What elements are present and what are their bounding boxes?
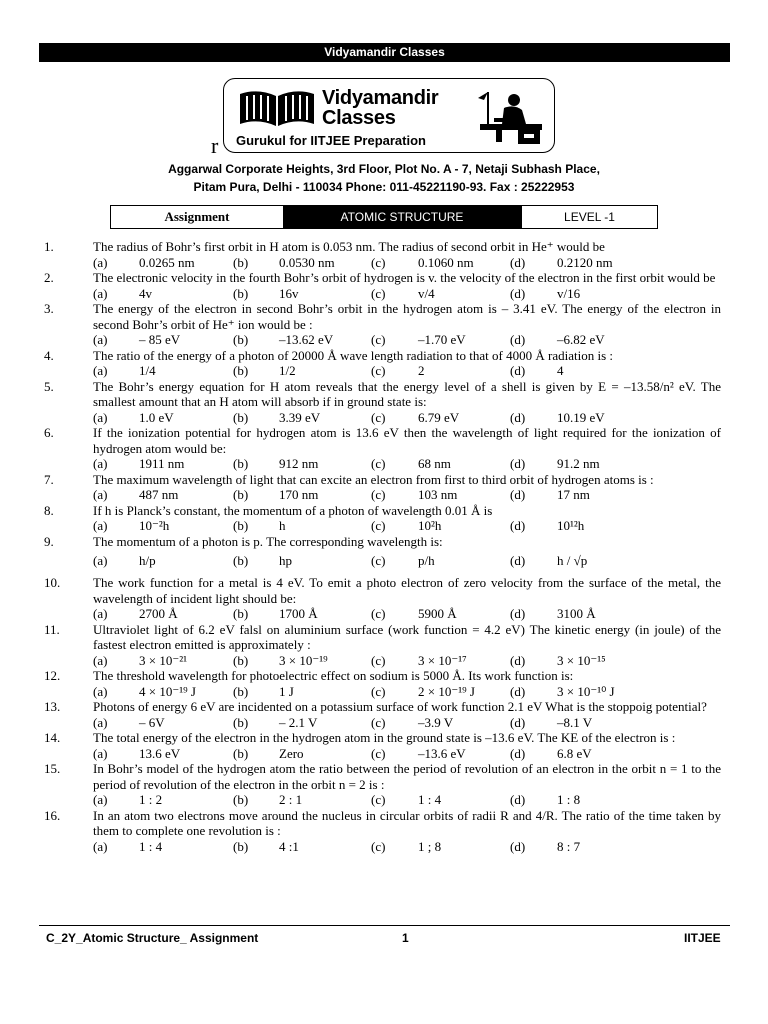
option-label: (c) <box>371 683 386 699</box>
option-label: (d) <box>510 606 526 621</box>
option-label: (a) <box>93 254 108 270</box>
option-value: 4v <box>139 285 152 301</box>
option-value: 68 nm <box>418 456 451 471</box>
option-label: (d) <box>510 745 526 761</box>
option-value: 4 <box>557 363 564 378</box>
question-number: 13. <box>44 699 61 714</box>
question-item <box>0 761 768 808</box>
option-value: –1.70 eV <box>418 332 466 347</box>
question-number: 8. <box>44 502 54 518</box>
option-label: (c) <box>371 363 386 378</box>
question-item <box>0 622 768 669</box>
footer-divider <box>39 925 730 926</box>
option-row <box>0 746 768 762</box>
option-label: (a) <box>93 745 108 761</box>
option-label: (c) <box>371 487 386 502</box>
option-value: 6.8 eV <box>557 745 592 761</box>
option-value: 2 <box>418 363 425 378</box>
option-label: (c) <box>371 285 386 301</box>
option-label: (b) <box>233 714 249 730</box>
question-number: 5. <box>44 378 54 394</box>
option-row <box>0 792 768 808</box>
footer-doc-code: C_2Y_Atomic Structure_ Assignment <box>46 931 259 945</box>
option-value: v/4 <box>418 285 435 301</box>
option-value: 4 :1 <box>279 838 299 854</box>
question-text: In Bohr’s model of the hydrogen atom the ratio between the period of revolution of an electron in the orbit n = 1 to the period of revolution of the electron in the orbit n = 2 is : <box>93 761 721 792</box>
option-row <box>0 839 768 855</box>
question-number: 16. <box>44 807 61 823</box>
option-label: (b) <box>233 792 249 807</box>
option-value: 10²h <box>418 518 442 533</box>
question-item <box>0 503 768 534</box>
option-label: (b) <box>233 363 249 378</box>
option-row <box>0 487 768 503</box>
option-value: 1700 Å <box>279 606 318 621</box>
option-label: (a) <box>93 714 108 730</box>
question-item <box>0 668 768 699</box>
question-item <box>0 575 768 622</box>
address-line-1: Aggarwal Corporate Heights, 3rd Floor, Plot No. A - 7, Netaji Subhash Place, <box>168 162 600 176</box>
question-text: The momentum of a photon is p. The corresponding wavelength is: <box>93 533 443 549</box>
option-label: (a) <box>93 652 108 668</box>
option-value: –13.6 eV <box>418 745 466 761</box>
question-text: The maximum wavelength of light that can excite an electron from first to third orbit of hydrogen atoms is : <box>93 471 654 487</box>
option-label: (c) <box>371 714 386 730</box>
option-row <box>0 332 768 348</box>
option-label: (d) <box>510 363 526 378</box>
option-value: 8 : 7 <box>557 838 581 854</box>
assignment-label: Assignment <box>164 209 230 224</box>
option-value: 1/2 <box>279 363 296 378</box>
option-label: (d) <box>510 254 526 270</box>
option-value: hp <box>279 553 292 568</box>
option-value: 1 : 8 <box>557 792 581 807</box>
question-number: 7. <box>44 471 54 487</box>
option-label: (c) <box>371 838 386 854</box>
logo-side-letter: r <box>211 133 219 158</box>
option-value: 6.79 eV <box>418 409 460 425</box>
option-value: h / √p <box>557 553 588 568</box>
question-item <box>0 730 768 761</box>
option-label: (b) <box>233 456 249 471</box>
option-label: (d) <box>510 714 526 730</box>
option-value: 3100 Å <box>557 606 596 621</box>
question-number: 12. <box>44 668 61 683</box>
option-value: 1 ; 8 <box>418 838 442 854</box>
option-value: Zero <box>279 745 304 761</box>
option-value: 1 : 4 <box>418 792 442 807</box>
question-text: The Bohr’s energy equation for H atom reveals that the energy level of a shell is given by E = –13.58/n² eV. The smallest amount that an H atom will absorb if in ground state is: <box>93 378 721 409</box>
option-value: –13.62 eV <box>279 332 334 347</box>
option-label: (c) <box>371 254 386 270</box>
question-number: 1. <box>44 239 54 254</box>
option-label: (a) <box>93 409 108 425</box>
option-label: (b) <box>233 838 249 854</box>
student-at-desk-icon <box>474 84 546 146</box>
option-value: 4 × 10⁻¹⁹ J <box>139 683 196 699</box>
option-label: (d) <box>510 792 526 807</box>
question-number: 14. <box>44 730 61 745</box>
option-label: (d) <box>510 456 526 471</box>
option-row <box>0 410 768 426</box>
option-row <box>0 518 768 534</box>
option-value: p/h <box>418 553 435 568</box>
institute-bar: Vidyamandir Classes <box>39 43 730 62</box>
question-number: 15. <box>44 761 61 776</box>
question-number: 3. <box>44 301 54 316</box>
option-value: 0.2120 nm <box>557 254 613 270</box>
question-item <box>0 699 768 730</box>
option-row <box>0 653 768 669</box>
option-value: –3.9 V <box>418 714 454 730</box>
option-label: (c) <box>371 456 386 471</box>
option-value: 103 nm <box>418 487 458 502</box>
question-text: In an atom two electrons move around the nucleus in circular orbits of radii R and 4/R. The ratio of the time taken by them to complete one revolution is : <box>93 807 721 838</box>
question-text: The work function for a metal is 4 eV. To emit a photo electron of zero velocity from the surface of the metal, the wavelength of incident light should be: <box>93 575 721 606</box>
level-label: LEVEL -1 <box>521 206 657 228</box>
option-value: 3 × 10⁻¹⁷ <box>418 652 467 668</box>
option-value: 3 × 10⁻¹⁵ <box>557 652 606 668</box>
footer-exam-tag: IITJEE <box>684 931 721 945</box>
question-text: The ratio of the energy of a photon of 20000 Å wave length radiation to that of 4000 Å radiation is : <box>93 347 613 363</box>
option-label: (a) <box>93 456 108 471</box>
option-value: 1/4 <box>139 363 156 378</box>
address-line-2: Pitam Pura, Delhi - 110034 Phone: 011-45221190-93. Fax : 25222953 <box>193 180 575 194</box>
option-value: v/16 <box>557 285 581 301</box>
option-value: 1 : 2 <box>139 792 163 807</box>
option-value: 17 nm <box>557 487 590 502</box>
question-number: 10. <box>44 575 61 590</box>
option-label: (b) <box>233 254 249 270</box>
option-value: 1911 nm <box>139 456 185 471</box>
option-value: 1 : 4 <box>139 838 163 854</box>
option-label: (b) <box>233 606 249 621</box>
option-value: h/p <box>139 553 156 568</box>
question-text: The energy of the electron in second Bohr’s orbit in the hydrogen atom is – 3.41 eV. The energy of the electron in second Bohr’s orbit of He⁺ ion would be : <box>93 301 721 332</box>
option-label: (b) <box>233 409 249 425</box>
option-label: (a) <box>93 683 108 699</box>
logo-tagline: Gurukul for IITJEE Preparation <box>236 133 426 148</box>
option-value: 13.6 eV <box>139 745 181 761</box>
option-label: (c) <box>371 606 386 621</box>
option-value: 0.0265 nm <box>139 254 195 270</box>
question-item <box>0 425 768 472</box>
option-value: 3 × 10⁻¹⁹ <box>279 652 328 668</box>
option-label: (d) <box>510 332 526 347</box>
option-value: 3.39 eV <box>279 409 321 425</box>
option-value: 3 × 10⁻¹⁰ J <box>557 683 615 699</box>
option-label: (b) <box>233 332 249 347</box>
question-number: 11. <box>44 621 60 637</box>
option-label: (c) <box>371 745 386 761</box>
question-number: 9. <box>44 533 54 549</box>
option-value: – 85 eV <box>139 332 181 347</box>
option-value: 1 J <box>279 683 294 699</box>
question-number: 2. <box>44 270 54 285</box>
option-value: 10¹²h <box>557 518 585 533</box>
option-label: (b) <box>233 518 249 533</box>
option-label: (c) <box>371 792 386 807</box>
option-row <box>0 255 768 271</box>
footer-page-number: 1 <box>402 931 409 945</box>
title-row <box>110 205 658 229</box>
option-value: 2700 Å <box>139 606 178 621</box>
option-label: (d) <box>510 553 526 568</box>
option-label: (a) <box>93 553 108 568</box>
option-value: 2 × 10⁻¹⁹ J <box>418 683 475 699</box>
option-label: (a) <box>93 363 108 378</box>
option-value: –6.82 eV <box>557 332 605 347</box>
option-value: 5900 Å <box>418 606 457 621</box>
option-row <box>0 606 768 622</box>
option-value: 91.2 nm <box>557 456 600 471</box>
option-value: h <box>279 518 286 533</box>
question-item <box>0 379 768 426</box>
question-item <box>0 534 768 576</box>
option-label: (d) <box>510 652 526 668</box>
option-label: (b) <box>233 745 249 761</box>
option-row <box>0 684 768 700</box>
option-label: (b) <box>233 553 249 568</box>
option-value: 912 nm <box>279 456 319 471</box>
option-row <box>0 715 768 731</box>
option-label: (c) <box>371 332 386 347</box>
question-item <box>0 472 768 503</box>
option-value: 10.19 eV <box>557 409 605 425</box>
option-label: (d) <box>510 518 526 533</box>
book-icon <box>238 88 316 128</box>
question-text: The total energy of the electron in the hydrogen atom in the ground state is –13.6 eV. The KE of the electron is : <box>93 730 676 745</box>
option-label: (d) <box>510 409 526 425</box>
option-value: 10⁻²h <box>139 518 170 533</box>
option-label: (c) <box>371 652 386 668</box>
option-value: – 6V <box>139 714 165 730</box>
option-value: 170 nm <box>279 487 319 502</box>
option-value: 2 : 1 <box>279 792 303 807</box>
option-label: (d) <box>510 683 526 699</box>
option-value: 0.1060 nm <box>418 254 474 270</box>
option-label: (a) <box>93 285 108 301</box>
option-label: (b) <box>233 487 249 502</box>
option-value: 1.0 eV <box>139 409 174 425</box>
option-value: – 2.1 V <box>279 714 318 730</box>
question-number: 6. <box>44 425 54 440</box>
question-text: Ultraviolet light of 6.2 eV falsl on aluminium surface (work function = 4.2 eV) The kinetic energy (in joule) of the fastest electron emitted is approximately : <box>93 621 721 652</box>
option-label: (a) <box>93 518 108 533</box>
question-list <box>0 239 768 854</box>
option-label: (a) <box>93 606 108 621</box>
option-label: (d) <box>510 285 526 301</box>
question-number: 4. <box>44 347 54 363</box>
option-label: (a) <box>93 838 108 854</box>
question-text: The radius of Bohr’s first orbit in H atom is 0.053 nm. The radius of second orbit in He⁺ would be <box>93 239 605 254</box>
option-label: (a) <box>93 487 108 502</box>
option-row <box>0 286 768 302</box>
option-value: 0.0530 nm <box>279 254 335 270</box>
option-label: (c) <box>371 553 386 568</box>
question-text: The electronic velocity in the fourth Bohr’s orbit of hydrogen is v. the velocity of the electron in the first orbit would be <box>93 270 716 285</box>
question-text: Photons of energy 6 eV are incidented on a potassium surface of work function 2.1 eV What is the stoppoig potential? <box>93 699 707 714</box>
option-label: (a) <box>93 792 108 807</box>
question-item <box>0 270 768 301</box>
option-label: (b) <box>233 652 249 668</box>
question-item <box>0 301 768 348</box>
option-row <box>0 363 768 379</box>
option-row <box>0 549 768 575</box>
option-label: (d) <box>510 487 526 502</box>
option-row <box>0 456 768 472</box>
option-label: (c) <box>371 409 386 425</box>
logo-name: Vidyamandir Classes <box>322 87 439 129</box>
option-label: (b) <box>233 683 249 699</box>
option-label: (c) <box>371 518 386 533</box>
question-text: If the ionization potential for hydrogen atom is 13.6 eV then the wavelength of light required for the ionization of hydrogen atom would be: <box>93 425 721 456</box>
question-text: If h is Planck’s constant, the momentum of a photon of wavelength 0.01 Å is <box>93 502 493 518</box>
option-label: (b) <box>233 285 249 301</box>
topic-label: ATOMIC STRUCTURE <box>283 206 521 228</box>
question-text: The threshold wavelength for photoelectric effect on sodium is 5000 Å. Its work function is: <box>93 668 574 683</box>
option-value: 3 × 10⁻²¹ <box>139 652 187 668</box>
option-value: 16v <box>279 285 299 301</box>
question-item <box>0 239 768 270</box>
question-item <box>0 808 768 855</box>
option-value: –8.1 V <box>557 714 593 730</box>
question-item <box>0 348 768 379</box>
option-value: 487 nm <box>139 487 179 502</box>
option-label: (a) <box>93 332 108 347</box>
option-label: (d) <box>510 838 526 854</box>
